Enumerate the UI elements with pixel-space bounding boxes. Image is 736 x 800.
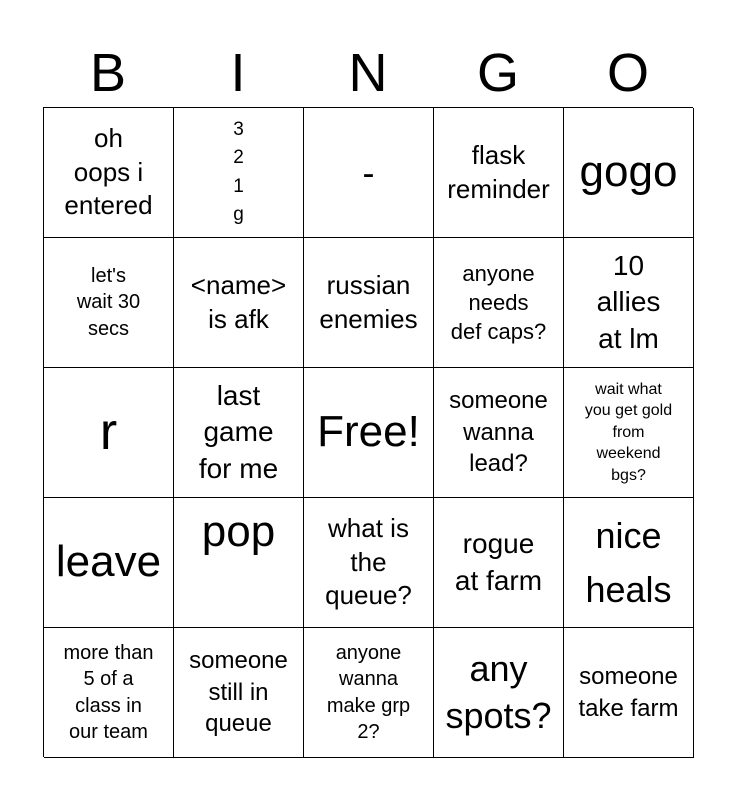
header-letter-b: B bbox=[89, 43, 127, 103]
bingo-cell[interactable] bbox=[564, 238, 694, 368]
cell-text: oh oops i entered bbox=[64, 122, 153, 221]
cell-text: anyone wanna make grp 2? bbox=[326, 641, 411, 743]
cell-text: flask reminder bbox=[447, 139, 550, 204]
bingo-cell[interactable] bbox=[304, 498, 434, 628]
free-space-text: Free! bbox=[317, 407, 420, 457]
bingo-cell[interactable] bbox=[564, 108, 694, 238]
bingo-cell[interactable] bbox=[174, 498, 304, 628]
bingo-cell[interactable] bbox=[44, 628, 174, 758]
bingo-cell[interactable] bbox=[304, 238, 434, 368]
header-letter-i: I bbox=[230, 43, 246, 103]
cell-text: nice heals bbox=[585, 514, 672, 610]
cell-text: someone still in queue bbox=[189, 646, 288, 738]
cell-text: let's wait 30 secs bbox=[76, 264, 141, 340]
bingo-cell[interactable] bbox=[434, 368, 564, 498]
bingo-cell[interactable] bbox=[44, 108, 174, 238]
cell-text: gogo bbox=[579, 147, 678, 197]
cell-text: someone wanna lead? bbox=[449, 386, 548, 478]
bingo-cell[interactable] bbox=[304, 628, 434, 758]
bingo-cell[interactable] bbox=[304, 108, 434, 238]
header-letter-g: G bbox=[476, 43, 519, 103]
cell-text: r bbox=[99, 402, 118, 461]
cell-text: any spots? bbox=[445, 647, 552, 736]
bingo-cell[interactable] bbox=[434, 108, 564, 238]
free-space-cell[interactable] bbox=[304, 368, 434, 498]
bingo-cell[interactable] bbox=[434, 238, 564, 368]
cell-text: 10 allies at lm bbox=[596, 249, 661, 354]
bingo-header bbox=[43, 40, 693, 106]
cell-text: more than 5 of a class in our team bbox=[63, 641, 154, 743]
bingo-board bbox=[43, 107, 693, 757]
cell-text: 3 2 1 g bbox=[233, 118, 244, 225]
header-letter-o: O bbox=[606, 43, 649, 103]
cell-text: wait what you get gold from weekend bgs? bbox=[584, 380, 673, 484]
bingo-cell[interactable] bbox=[434, 628, 564, 758]
cell-text: last game for me bbox=[198, 379, 279, 484]
cell-text: leave bbox=[55, 537, 162, 587]
bingo-cell[interactable] bbox=[44, 238, 174, 368]
bingo-cell[interactable] bbox=[174, 368, 304, 498]
bingo-cell[interactable] bbox=[174, 108, 304, 238]
cell-text: what is the queue? bbox=[325, 512, 412, 611]
cell-text: someone take farm bbox=[578, 662, 679, 722]
cell-text: anyone needs def caps? bbox=[450, 260, 547, 345]
header-letter-n: N bbox=[348, 43, 388, 103]
cell-text: rogue at farm bbox=[454, 528, 543, 596]
bingo-cell[interactable] bbox=[174, 238, 304, 368]
bingo-cell[interactable] bbox=[434, 498, 564, 628]
cell-text: pop bbox=[201, 507, 276, 556]
cell-text: russian enemies bbox=[319, 269, 418, 334]
cell-text: - bbox=[362, 151, 375, 193]
bingo-cell[interactable] bbox=[564, 628, 694, 758]
bingo-cell[interactable] bbox=[174, 628, 304, 758]
bingo-cell[interactable] bbox=[564, 498, 694, 628]
bingo-cell[interactable] bbox=[564, 368, 694, 498]
cell-text: <name> is afk bbox=[190, 269, 287, 334]
bingo-cell[interactable] bbox=[44, 498, 174, 628]
bingo-cell[interactable] bbox=[44, 368, 174, 498]
